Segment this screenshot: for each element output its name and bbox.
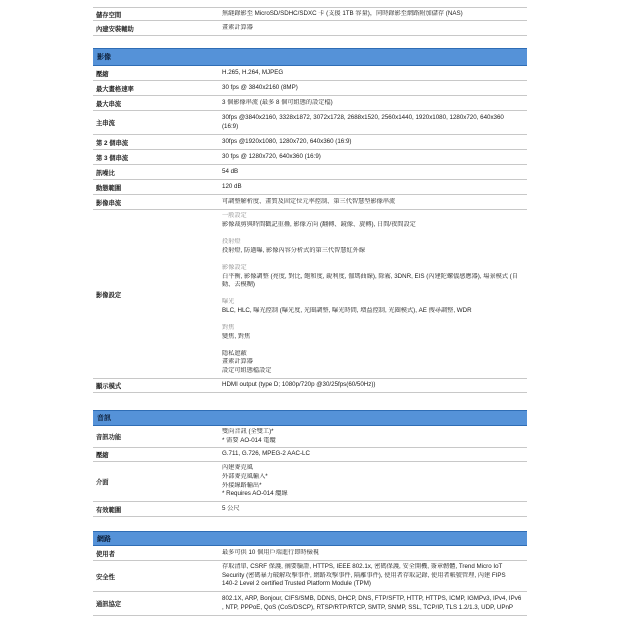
spec-value-line: 30fps @3840x2160, 3328x1872, 3072x1728, 2688x1520, 2560x1440, 1920x1080, 1280x720, 640x360 [222,113,504,121]
group-spacer [222,315,525,324]
spec-label: 安全性 [96,573,115,581]
spec-value [218,138,527,147]
group-spacer [222,341,525,350]
spec-label: 訊噪比 [96,169,115,177]
spec-row-compression [93,66,527,81]
settings-group-heading: 一般設定 [222,212,247,220]
spec-value-line: 54 dB [222,167,239,175]
spec-value-line: 內建麥克風 [222,464,253,472]
spec-value [218,450,527,459]
spec-value-line: Security (密碼暴力破解攻擊事件, 網路攻擊事件, 隔離事件), 使用者存取記錄, 使用者帳號管理, 內建 FIPS [222,571,506,579]
spec-value-line: 外部麥克風輸入* [222,472,268,480]
spec-value [218,168,527,177]
spec-value-line: BLC, HLC, 曝光控制 (曝光度, 光圈調整, 曝光時間, 增益控制, 光圈模式), AE 搜尋調整, WDR [222,306,472,314]
spec-value-line: 30fps @1920x1080, 1280x720, 640x360 (16:9) [222,137,352,145]
spec-row-audio-compression [93,448,527,462]
spec-row-max-frame-rate [93,81,527,96]
spec-label: 音訊功能 [96,434,122,441]
spec-value-line: 140-2 Level 2 certified Trusted Platform Module (TPM) [222,580,371,588]
spec-row-audio-interface [93,462,527,502]
settings-group-heading: 投射燈 [222,238,241,246]
spec-label: 壓縮 [96,452,109,459]
spec-label: 有效範圍 [96,506,122,514]
spec-value [218,549,527,558]
spec-value [218,505,527,514]
spec-value-line: 802.1X, ARP, Bonjour, CIFS/SMB, DDNS, DHCP, DNS, FTP/SFTP, HTTP, HTTPS, ICMP, IGMPv3, IPv4, IPv6 [222,594,522,602]
spec-value [218,563,527,589]
spec-value [218,153,527,162]
spec-row-storage [93,7,527,21]
spec-value-line: 無縫錄影至 MicroSD/SDHC/SDXC 卡 (支援 1TB 容量)，同時錄影至網路附加儲存 (NAS) [222,9,463,17]
spec-value-line: 120 dB [222,182,242,190]
spec-row-second-stream [93,135,527,150]
group-spacer [222,255,525,264]
spec-label: 第 3 個串流 [96,154,129,162]
spec-row-effective-range [93,502,527,517]
section-header-audio: 音訊 [93,410,527,426]
spec-value-line: 設定可組態檔設定 [222,367,272,375]
spec-label: 介面 [96,479,109,486]
spec-value-line: 隱私遮蔽 [222,349,247,357]
spec-value-line: 3 個影像串流 (最多 8 個可組態的設定檔) [222,98,333,106]
spec-row-audio-features [93,426,527,448]
spec-section-video [93,48,527,393]
spec-value [218,84,527,93]
spec-value [218,183,527,192]
spec-label: 內建安裝輔助 [96,25,134,33]
spec-row-display-mode [93,379,527,393]
spec-label: 影像串流 [96,199,122,207]
spec-value [218,24,527,33]
spec-value-line: 最多可供 10 個用戶端進行即時檢視 [222,548,319,556]
spec-value-line: 投射燈, 防過曝, 影像內容分析式的第三代智慧紅外線 [222,246,365,254]
spec-value-line: H.265, H.264, MJPEG [222,68,284,76]
spec-value-line: 30 fps @ 1280x720, 640x360 (16:9) [222,152,321,160]
spec-row-users [93,546,527,561]
spec-value [218,10,527,19]
spec-label: 顯示模式 [96,383,122,390]
spec-value-line: HDMI output (type D; 1080p/720p @30/25fps(60/50Hz)) [222,381,376,389]
spec-label: 使用者 [96,550,115,558]
spec-value-line: 存取清單, CSRF 保護, 摘要驗證, HTTPS, IEEE 802.1x, 密碼保護, 安全開機, 簽章韌體, Trend Micro IoT [222,563,503,571]
spec-value [218,212,527,375]
section-header-video: 影像 [93,48,527,66]
spec-value [218,428,527,445]
spec-row-main-stream [93,111,527,135]
section-header-network: 網路 [93,531,527,546]
spec-value-line: 影像裁剪與時間戳記重疊, 影像方向 (翻轉、鏡像、旋轉), 日間/夜間設定 [222,220,416,228]
spec-label: 動態範圍 [96,184,122,192]
settings-group-heading: 影像設定 [222,263,247,271]
spec-row-max-streams [93,96,527,111]
spec-row-protocols [93,592,527,616]
spec-label: 壓縮 [96,70,109,78]
spec-value [218,69,527,78]
spec-value-line: 白平衡, 影像調整 (亮度, 對比, 飽和度, 銳利度, 伽瑪曲線), 除霧, 3DNR, EIS (內建陀螺儀感應器), 場景模式 (自 [222,272,518,280]
spec-value-line: 畫素計算器 [222,23,253,31]
spec-value-line: 可調整解析度、畫質及固定位元率控制、第三代智慧型影像串流 [222,197,396,205]
spec-value-line: G.711, G.726, MPEG-2 AAC-LC [222,450,310,458]
spec-value-line: 5 公尺 [222,504,240,512]
spec-label: 第 2 個串流 [96,139,129,147]
spec-value-line: 動、去模糊) [222,281,255,289]
spec-value-line: 變焦, 對焦 [222,332,251,340]
spec-value-line: 雙向音訊 (全雙工)* [222,427,274,435]
spec-row-image-settings [93,210,527,379]
group-spacer [222,230,525,239]
spec-label: 影像設定 [96,291,122,299]
spec-value [218,464,527,498]
spec-value [218,595,527,612]
spec-value-line: 30 fps @ 3840x2160 (8MP) [222,83,298,91]
spec-value [218,99,527,108]
spec-value [218,381,527,390]
spec-table-storage [93,7,527,36]
spec-label: 主串流 [96,120,115,127]
settings-group-heading: 對焦 [222,324,235,332]
spec-row-snr [93,165,527,180]
spec-label: 最大畫格速率 [96,85,134,93]
spec-section-network [93,531,527,616]
spec-row-video-streaming [93,195,527,210]
spec-row-dynamic-range [93,180,527,195]
spec-value-line: 畫素計算器 [222,358,253,366]
group-spacer [222,290,525,299]
spec-row-third-stream [93,150,527,165]
spec-label: 儲存空間 [96,11,122,19]
spec-row-security [93,561,527,592]
spec-value-line: 外接線路輸出* [222,481,262,489]
settings-group-heading: 曝光 [222,298,235,306]
spec-value [218,198,527,207]
spec-row-install-assist [93,21,527,36]
spec-label: 最大串流 [96,100,122,108]
spec-value-line: * Requires AO-014 纜線 [222,490,288,498]
spec-value-line: , NTP, PPPoE, QoS (CoS/DSCP), RTSP/RTP/RTCP, SMTP, SNMP, SSL, TCP/IP, TLS 1.2/1.3, UDP, UPnP [222,603,514,611]
spec-value [218,114,527,131]
spec-value-line: (16:9) [222,122,239,130]
spec-value-line: * 需要 AO-014 電纜 [222,436,276,444]
spec-label: 通訊協定 [96,601,122,608]
spec-section-audio [93,410,527,517]
